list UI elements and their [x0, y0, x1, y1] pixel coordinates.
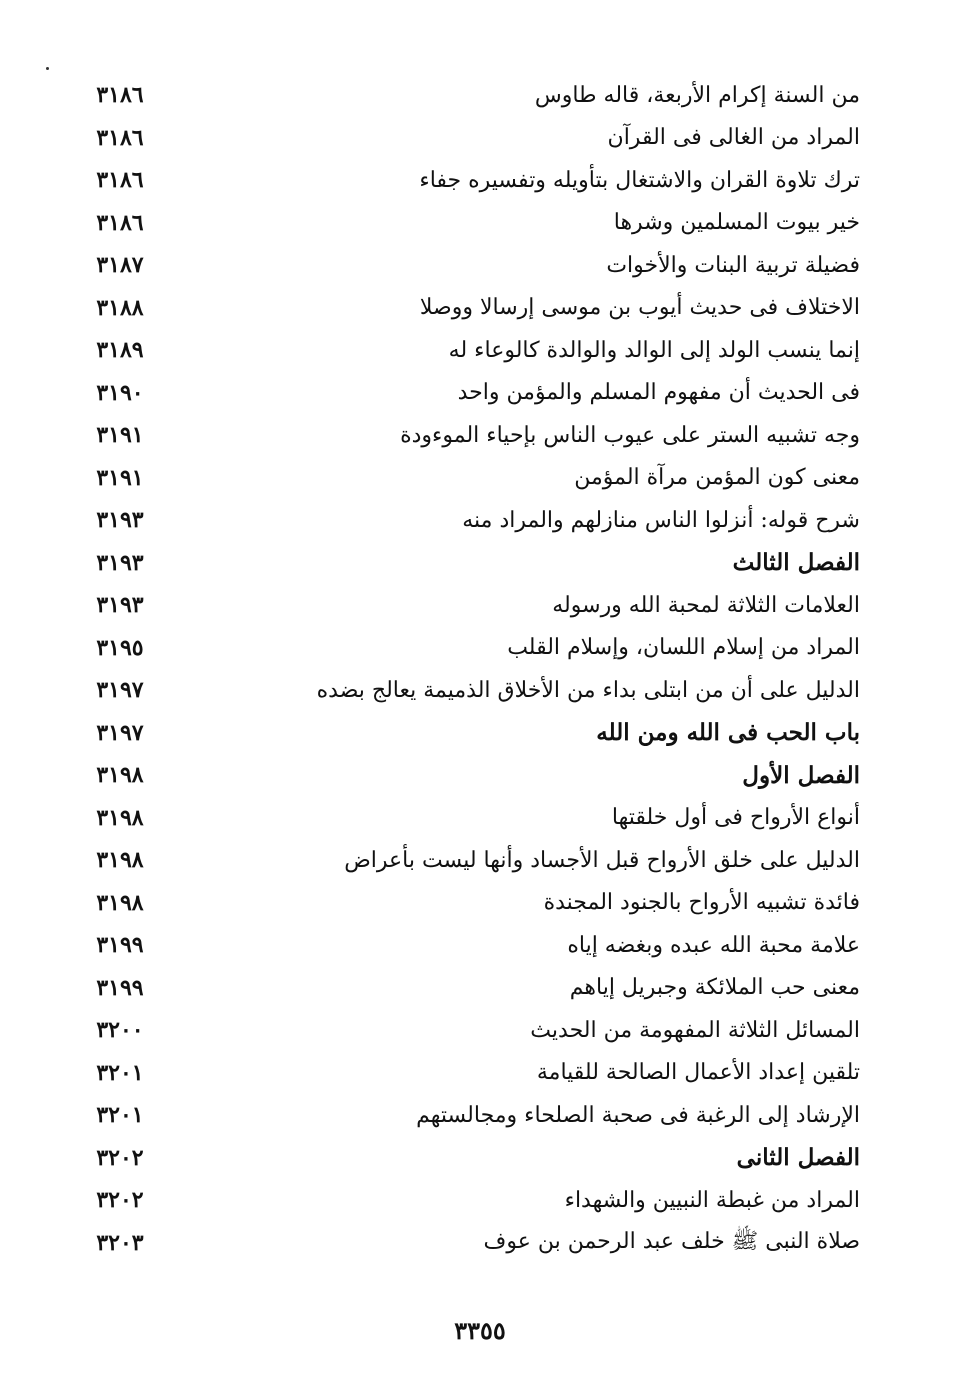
toc-entry-title: خير بيوت المسلمين وشرها: [613, 210, 860, 236]
toc-entry-page: ٣١٨٩: [96, 337, 144, 364]
toc-entry-title: الدليل على أن من ابتلى بداء من الأخلاق الذميمة يعالج بضده: [316, 677, 860, 703]
toc-entry-page: ٣١٨٨: [96, 294, 144, 321]
toc-entry-title: فى الحديث أن مفهوم المسلم والمؤمن واحد: [457, 380, 860, 406]
toc-entry-page: ٣٢٠٠: [96, 1017, 144, 1044]
toc-entry: [80, 159, 860, 202]
toc-entry-title: شرح قوله: أنزلوا الناس منازلهم والمراد منه: [462, 507, 860, 533]
toc-entry-page: ٣١٩٧: [96, 719, 144, 746]
toc-entry-title: علامة محبة الله عبده وبغضه إياه: [567, 932, 860, 958]
toc-entry-title: معنى كون المؤمن مرآة المؤمن: [574, 465, 860, 491]
toc-entry: [80, 882, 860, 925]
page-number: ٣٣٥٥: [454, 1316, 506, 1345]
toc-entry-title: ترك تلاوة القران والاشتغال بتأويله وتفسيره جفاء: [419, 167, 860, 193]
toc-entry-page: ٣١٩٩: [96, 974, 144, 1001]
toc-entry: [80, 627, 860, 670]
toc-entry-page: ٣٢٠١: [96, 1102, 144, 1129]
toc-entry: [80, 1009, 860, 1052]
ink-dot: [46, 67, 49, 70]
toc-entry: [80, 244, 860, 287]
toc-entry-page: ٣٢٠٣: [96, 1229, 144, 1256]
toc-entry: [80, 329, 860, 372]
toc-entry: [80, 797, 860, 840]
toc-entry: [80, 117, 860, 160]
toc-entry-page: ٣١٩١: [96, 464, 144, 491]
toc-entry: [80, 967, 860, 1010]
toc-entry-title: المسائل الثلاثة المفهومة من الحديث: [530, 1017, 860, 1043]
toc-entry-title: المراد من غبطة النبيين والشهداء: [564, 1187, 860, 1213]
toc-entry-page: ٣١٨٧: [96, 252, 144, 279]
toc-entry: [80, 839, 860, 882]
toc-entry-title: الفصل الثانى: [736, 1144, 860, 1172]
toc-entry: [80, 287, 860, 330]
toc-section-heading: [80, 1137, 860, 1180]
toc-entry: [80, 1094, 860, 1137]
toc-entry-page: ٣١٩٨: [96, 762, 144, 789]
toc-entry-title: من السنة إكرام الأربعة، قاله طاوس: [534, 82, 860, 108]
toc-entry-title: المراد من إسلام اللسان، وإسلام القلب: [507, 635, 860, 661]
toc-entry-page: ٣١٩٣: [96, 592, 144, 619]
toc-entry-title: العلامات الثلاثة لمحبة الله ورسوله: [552, 592, 860, 618]
toc-entry-title: الفصل الأول: [742, 761, 860, 789]
toc-entry: [80, 1222, 860, 1265]
toc-entry-title: الدليل على خلق الأرواح قبل الأجساد وأنها ليست بأعراض: [344, 847, 860, 873]
toc-entry: [80, 1179, 860, 1222]
toc-entry: [80, 669, 860, 712]
toc-entry-title: وجه تشبيه الستر على عيوب الناس بإحياء الموءودة: [400, 422, 860, 448]
toc-entry: [80, 74, 860, 117]
toc-entry-title: المراد من الغالى فى القرآن: [607, 125, 860, 151]
toc-entry-title: صلاة النبى ﷺ خلف عبد الرحمن بن عوف: [483, 1228, 860, 1254]
toc-entry: [80, 414, 860, 457]
toc-entry-title: إنما ينسب الولد إلى الوالد والوالدة كالوعاء له: [448, 337, 860, 363]
toc-entry-page: ٣١٩٨: [96, 889, 144, 916]
toc-entry: [80, 1052, 860, 1095]
toc-entry-page: ٣١٩٩: [96, 932, 144, 959]
toc-entry-title: باب الحب فى الله ومن الله: [596, 719, 860, 747]
toc-entry-title: أنواع الأرواح فى أول خلقتها: [611, 805, 860, 831]
toc-entry-page: ٣١٩٥: [96, 634, 144, 661]
toc-entry: [80, 457, 860, 500]
toc-section-heading: [80, 712, 860, 755]
toc-entry-title: فضيلة تربية البنات والأخوات: [606, 252, 860, 278]
toc-entry-page: ٣٢٠١: [96, 1059, 144, 1086]
toc-entry-page: ٣١٩٨: [96, 804, 144, 831]
toc-entry-page: ٣١٩٣: [96, 549, 144, 576]
toc-entry-page: ٣١٩٣: [96, 507, 144, 534]
toc-entry-page: ٣١٨٦: [96, 167, 144, 194]
toc-entry: [80, 924, 860, 967]
toc-entry-page: ٣٢٠٢: [96, 1187, 144, 1214]
toc-entry-title: فائدة تشبيه الأرواح بالجنود المجندة: [543, 890, 860, 916]
table-of-contents: [80, 74, 860, 1264]
toc-entry-page: ٣١٩٨: [96, 847, 144, 874]
toc-entry-page: ٣١٨٦: [96, 124, 144, 151]
toc-entry: [80, 202, 860, 245]
toc-entry: [80, 584, 860, 627]
toc-entry-page: ٣٢٠٢: [96, 1144, 144, 1171]
toc-section-heading: [80, 542, 860, 585]
toc-entry-page: ٣١٩١: [96, 422, 144, 449]
toc-entry: [80, 499, 860, 542]
toc-entry-page: ٣١٨٦: [96, 82, 144, 109]
toc-entry-page: ٣١٨٦: [96, 209, 144, 236]
toc-entry: [80, 372, 860, 415]
toc-entry-title: تلقين إعداد الأعمال الصالحة للقيامة: [536, 1060, 860, 1086]
toc-entry-title: الاختلاف فى حديث أيوب بن موسى إرسالا ووصلا: [419, 295, 860, 321]
toc-entry-page: ٣١٩٠: [96, 379, 144, 406]
toc-entry-title: الفصل الثالث: [732, 549, 860, 577]
toc-section-heading: [80, 754, 860, 797]
toc-entry-title: معنى حب الملائكة وجبريل إياهم: [569, 975, 860, 1001]
toc-entry-title: الإرشاد إلى الرغبة فى صحبة الصلحاء ومجالستهم: [416, 1102, 860, 1128]
toc-entry-page: ٣١٩٧: [96, 677, 144, 704]
